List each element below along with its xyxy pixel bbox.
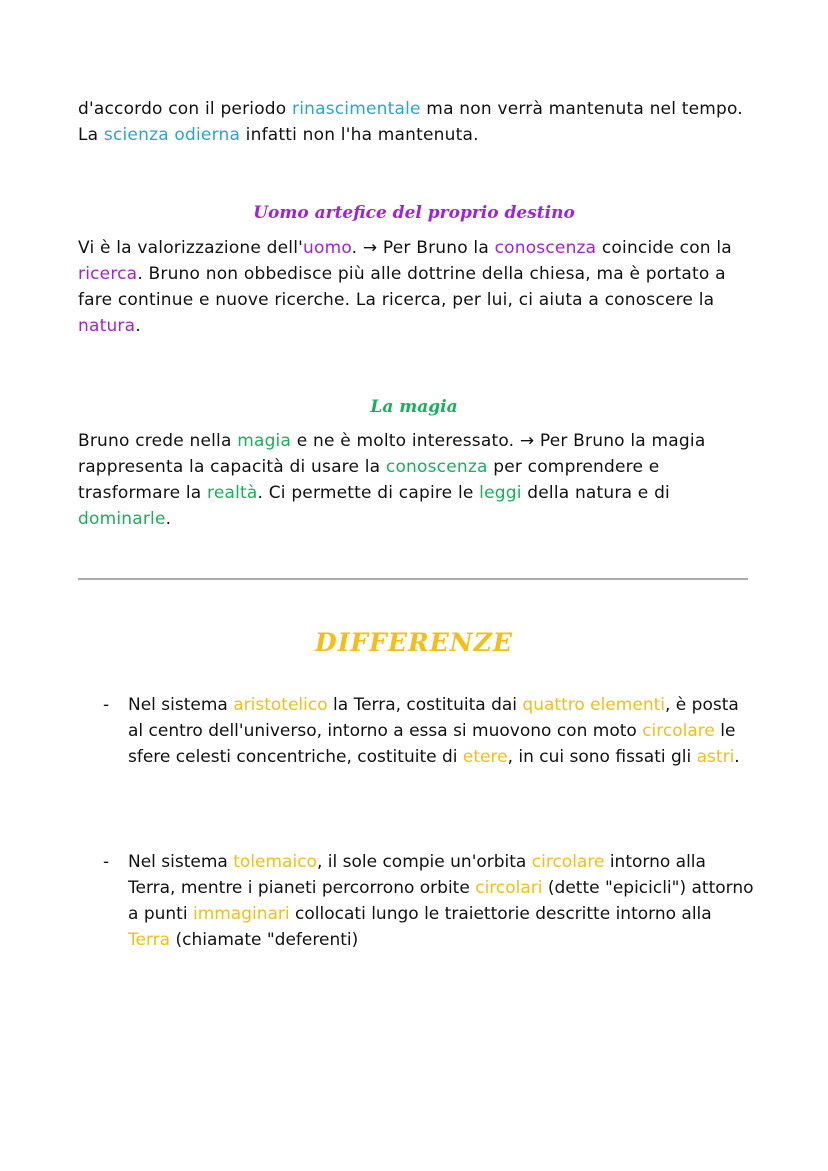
section-heading-magia: La magia <box>370 397 458 417</box>
text-run: . Bruno non obbedisce più alle dottrine della chiesa, ma è portato a fare continue e nuove ricerche. La ricerca, per lui, ci aiuta a conoscere la <box>78 264 726 310</box>
highlight-term: circolari <box>475 878 543 898</box>
highlight-term: leggi <box>479 483 522 503</box>
uomo-paragraph <box>78 235 758 339</box>
text-run: . <box>165 509 172 529</box>
highlight-term: etere <box>462 747 508 767</box>
text-run: per comprendere e trasformare la <box>78 457 660 503</box>
highlight-term: dominarle <box>78 509 166 529</box>
text-run: , in cui sono fissati gli <box>507 747 697 767</box>
text-run: (chiamate "deferenti) <box>170 930 359 950</box>
text-run: della natura e di <box>521 483 670 503</box>
highlight-term: natura <box>78 316 136 336</box>
highlight-term: ricerca <box>78 264 138 284</box>
text-run: . <box>135 316 141 336</box>
highlight-term: uomo <box>303 238 352 258</box>
text-run: ma non verrà mantenuta nel tempo. La <box>78 99 743 145</box>
highlight-term: conoscenza <box>494 238 597 258</box>
highlight-term: aristotelico <box>233 695 328 715</box>
highlight-term: astri <box>696 747 735 767</box>
section-heading-differenze: DIFFERENZE <box>315 628 513 657</box>
intro-paragraph <box>78 96 758 148</box>
highlight-term: quattro elementi <box>522 695 665 715</box>
highlight-term: magia <box>237 431 292 451</box>
text-run: d'accordo con il periodo <box>78 99 292 119</box>
text-run: Bruno crede nella <box>78 431 238 451</box>
highlight-term: conoscenza <box>385 457 488 477</box>
magia-paragraph <box>78 428 758 532</box>
text-run: Nel sistema <box>128 852 234 872</box>
text-run: e ne è molto interessato. → Per Bruno la magia rappresenta la capacità di usare la <box>78 431 706 477</box>
horizontal-divider <box>78 578 748 580</box>
text-run: intorno alla Terra, mentre i pianeti percorrono orbite <box>128 852 706 898</box>
highlight-term: immaginari <box>192 904 290 924</box>
text-run: (dette "epicicli") attorno a punti <box>128 878 754 924</box>
text-run: , il sole compie un'orbita <box>316 852 532 872</box>
text-run: Vi è la valorizzazione dell' <box>78 238 304 258</box>
text-run: Nel sistema <box>128 695 234 715</box>
bullet-marker: - <box>103 852 110 872</box>
text-run: , è posta al centro dell'universo, intorno a essa si muovono con moto <box>128 695 739 741</box>
highlight-term: scienza odierna <box>103 125 241 145</box>
highlight-term: rinascimentale <box>292 99 421 119</box>
highlight-term: Terra <box>128 930 171 950</box>
section-heading-uomo: Uomo artefice del proprio destino <box>253 203 575 223</box>
text-run: le sfere celesti concentriche, costituite di <box>128 721 736 767</box>
highlight-term: realtà <box>207 483 258 503</box>
bullet-text <box>128 692 758 770</box>
bullet-text <box>128 849 758 953</box>
bullet-marker: - <box>103 695 110 715</box>
text-run: coincide con la <box>596 238 732 258</box>
text-run: . <box>734 747 740 767</box>
text-run: collocati lungo le traiettorie descritte intorno alla <box>289 904 712 924</box>
highlight-term: circolare <box>642 721 715 741</box>
text-run: infatti non l'ha mantenuta. <box>240 125 479 145</box>
highlight-term: tolemaico <box>233 852 317 872</box>
text-run: la Terra, costituita dai <box>327 695 523 715</box>
text-run: . → Per Bruno la <box>351 238 495 258</box>
highlight-term: circolare <box>531 852 605 872</box>
text-run: . Ci permette di capire le <box>257 483 480 503</box>
